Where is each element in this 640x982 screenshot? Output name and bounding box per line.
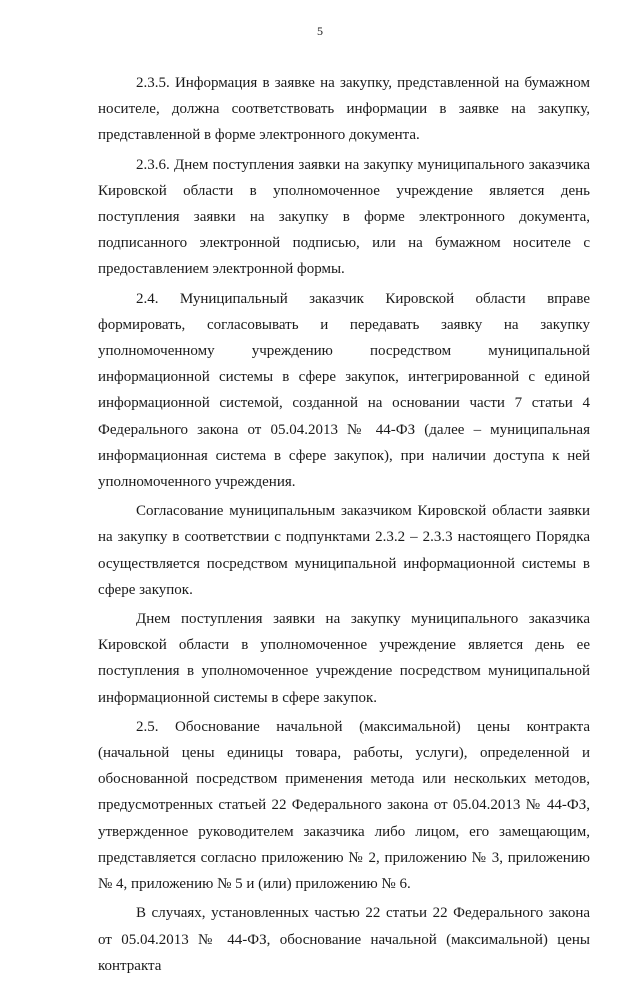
paragraph-2-4: 2.4. Муниципальный заказчик Кировской области вправе формировать, согласовывать и передавать заявку на закупку уполномоченному учреждению посредством муниципальной информационной системы в сфере закупок, интегрированной с единой информационной системой, созданной на основании части 7 статьи 4 Федерального закона от 05.04.2013 № 44-ФЗ (далее – муниципальная информационная система в сфере закупок), при наличии доступа к ней уполномоченного учреждения.	[98, 290, 590, 491]
paragraph-2-3-5: 2.3.5. Информация в заявке на закупку, представленной на бумажном носителе, должна соответствовать информации в заявке на закупку, представленной в форме электронного документа.	[98, 75, 590, 144]
paragraph-approval: Согласование муниципальным заказчиком Кировской области заявки на закупку в соответствии с подпунктами 2.3.2 – 2.3.3 настоящего Порядка осуществляется посредством муниципальной информационной системы в сфере закупок.	[98, 503, 590, 598]
paragraph-2-3-6: 2.3.6. Днем поступления заявки на закупку муниципального заказчика Кировской области в уполномоченное учреждение является день поступления заявки на закупку в форме электронного документа, подписанного электронной подписью, или на бумажном носителе с предоставлением электронной формы.	[98, 156, 590, 278]
paragraph-receipt-day: Днем поступления заявки на закупку муниципального заказчика Кировской области в уполномоченное учреждение является день ее поступления в уполномоченное учреждение посредством муниципальной информационной системы в сфере закупок.	[98, 611, 590, 706]
document-body	[98, 70, 590, 982]
paragraph-cases: В случаях, установленных частью 22 статьи 22 Федерального закона от 05.04.2013 № 44-ФЗ, обоснование начальной (максимальной) цены контракта	[98, 905, 590, 974]
paragraph-2-5: 2.5. Обоснование начальной (максимальной) цены контракта (начальной цены единицы товара, работы, услуги), определенной и обоснованной посредством применения метода или нескольких методов, предусмотренных статьей 22 Федерального закона от 05.04.2013 № 44-ФЗ, утвержденное руководителем заказчика либо лицом, его замещающим, представляется согласно приложению № 2, приложению № 3, приложению № 4, приложению № 5 и (или) приложению № 6.	[98, 718, 590, 893]
page-number: 5	[317, 24, 323, 38]
